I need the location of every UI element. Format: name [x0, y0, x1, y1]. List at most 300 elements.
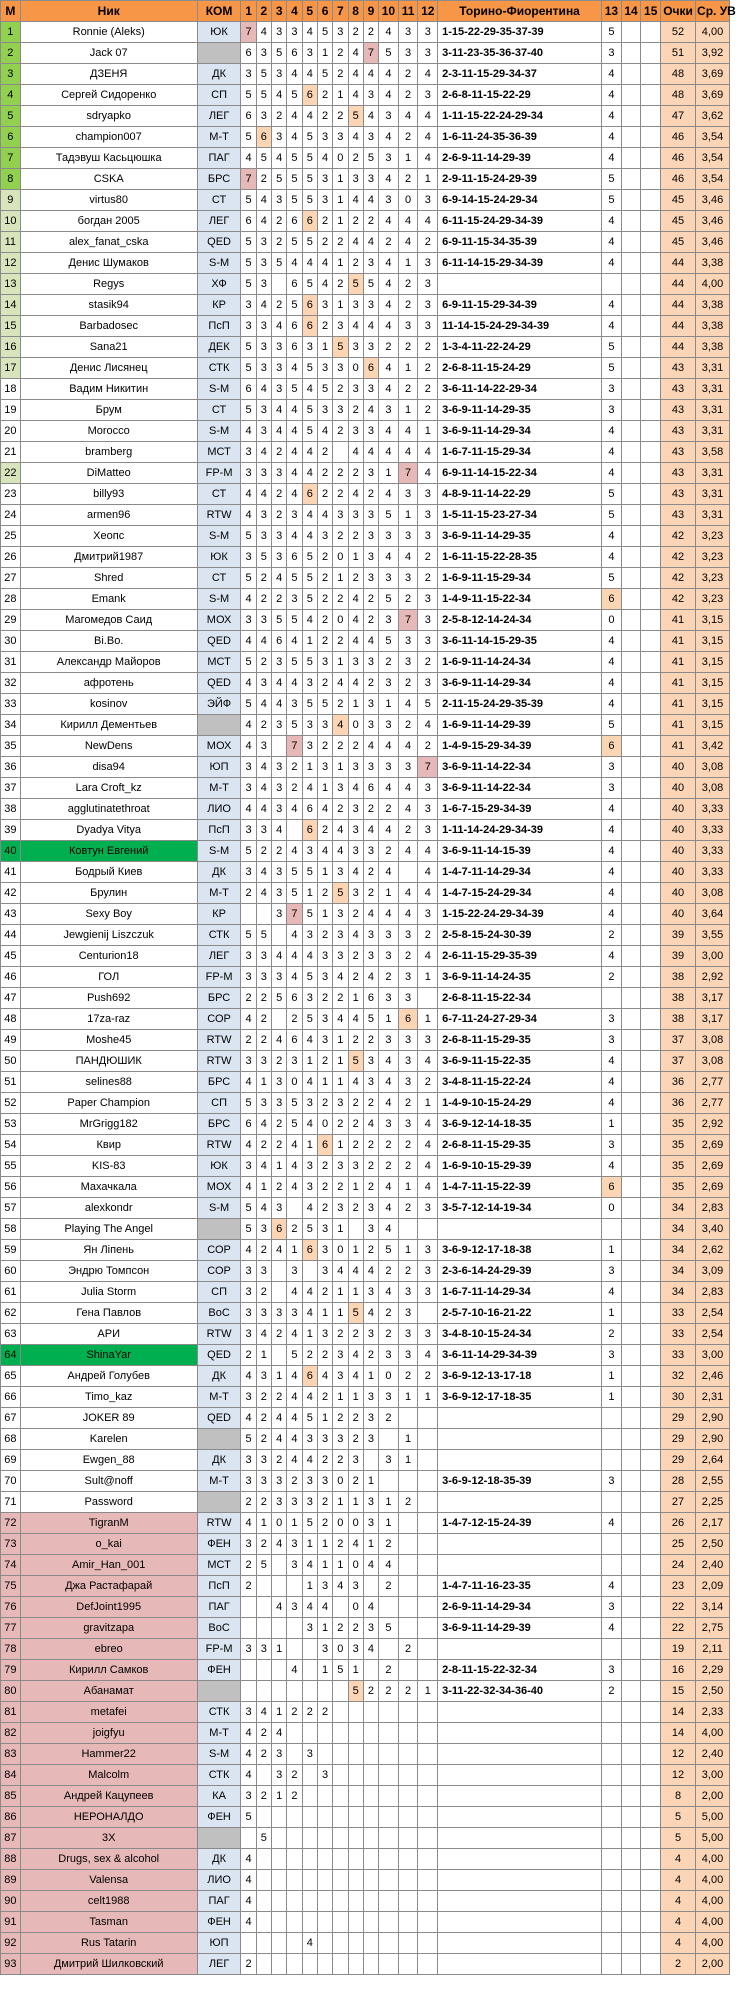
round-score: 5: [317, 379, 332, 400]
round-14-score: [621, 1177, 641, 1198]
round-score: 1: [333, 1555, 348, 1576]
table-row: [1, 1471, 730, 1492]
round-score: [302, 1891, 317, 1912]
player-nick: Андрей Кацупеев: [20, 1786, 197, 1807]
row-number: 45: [1, 946, 21, 967]
round-score: 3: [272, 190, 287, 211]
round-score: 1: [418, 1387, 438, 1408]
round-score: [333, 442, 348, 463]
round-score: [398, 1219, 418, 1240]
table-row: [1, 1114, 730, 1135]
average-score: 2,29: [696, 1660, 730, 1681]
table-row: [1, 1408, 730, 1429]
round-score: 2: [317, 106, 332, 127]
round-15-score: [641, 1030, 661, 1051]
round-score: 2: [333, 799, 348, 820]
player-team: М-Т: [197, 1387, 241, 1408]
round-score: 3: [256, 1471, 271, 1492]
round-score: 6: [241, 106, 256, 127]
average-score: 2,69: [696, 1135, 730, 1156]
table-row: [1, 631, 730, 652]
round-score: 2: [348, 1135, 363, 1156]
prediction-sequence: 2-6-8-11-15-24-29: [438, 358, 602, 379]
round-score: 4: [287, 400, 302, 421]
round-score: [272, 1933, 287, 1954]
table-row: [1, 652, 730, 673]
round-15-score: [641, 421, 661, 442]
row-number: 10: [1, 211, 21, 232]
round-score: [398, 1597, 418, 1618]
round-score: [287, 1891, 302, 1912]
average-score: 3,00: [696, 946, 730, 967]
round-score: 4: [272, 316, 287, 337]
round-score: 6: [256, 127, 271, 148]
round-score: 3: [348, 1639, 363, 1660]
round-score: 4: [333, 1009, 348, 1030]
round-14-score: [621, 946, 641, 967]
round-score: [418, 1786, 438, 1807]
round-score: 4: [379, 421, 399, 442]
round-score: 2: [398, 64, 418, 85]
round-score: 2: [363, 1345, 378, 1366]
row-number: 19: [1, 400, 21, 421]
prediction-sequence: 4-8-9-11-14-22-29: [438, 484, 602, 505]
player-team: СП: [197, 85, 241, 106]
round-13-score: 4: [602, 820, 622, 841]
round-score: 1: [317, 1618, 332, 1639]
round-score: 4: [302, 1387, 317, 1408]
player-team: [197, 1828, 241, 1849]
round-score: 4: [256, 1114, 271, 1135]
header-round-3: 3: [272, 1, 287, 22]
round-score: [398, 1576, 418, 1597]
round-score: 1: [398, 148, 418, 169]
round-14-score: [621, 505, 641, 526]
average-score: 3,38: [696, 295, 730, 316]
round-score: 4: [348, 1261, 363, 1282]
round-score: 6: [272, 631, 287, 652]
round-score: 1: [302, 1051, 317, 1072]
round-score: 1: [317, 1303, 332, 1324]
player-team: FP-М: [197, 463, 241, 484]
total-points: 29: [661, 1408, 696, 1429]
round-score: [272, 1849, 287, 1870]
round-score: 4: [398, 799, 418, 820]
round-13-score: [602, 274, 622, 295]
prediction-sequence: 1-4-9-10-15-24-29: [438, 1093, 602, 1114]
player-nick: KIS-83: [20, 1156, 197, 1177]
player-nick: alex_fanat_cska: [20, 232, 197, 253]
round-score: 6: [302, 799, 317, 820]
round-score: 2: [398, 1681, 418, 1702]
round-score: 5: [241, 694, 256, 715]
round-score: 2: [379, 1261, 399, 1282]
round-score: 4: [418, 211, 438, 232]
table-row: [1, 799, 730, 820]
player-team: МОХ: [197, 736, 241, 757]
total-points: 46: [661, 148, 696, 169]
average-score: 2,77: [696, 1093, 730, 1114]
round-score: 2: [363, 484, 378, 505]
round-score: 3: [241, 1786, 256, 1807]
round-score: 3: [302, 337, 317, 358]
round-14-score: [621, 484, 641, 505]
round-score: 4: [272, 1534, 287, 1555]
round-15-score: [641, 778, 661, 799]
round-score: 1: [302, 1534, 317, 1555]
round-15-score: [641, 1366, 661, 1387]
prediction-sequence: 3-11-22-32-34-36-40: [438, 1681, 602, 1702]
round-score: 4: [241, 1912, 256, 1933]
round-15-score: [641, 1618, 661, 1639]
player-team: ПсП: [197, 1576, 241, 1597]
round-score: 3: [333, 925, 348, 946]
table-row: [1, 211, 730, 232]
round-score: [256, 1849, 271, 1870]
round-15-score: [641, 190, 661, 211]
round-15-score: [641, 463, 661, 484]
player-team: ФЕН: [197, 1534, 241, 1555]
prediction-sequence: 1-4-7-11-15-22-39: [438, 1177, 602, 1198]
player-team: СТК: [197, 358, 241, 379]
round-score: [333, 1786, 348, 1807]
round-14-score: [621, 967, 641, 988]
round-score: 1: [379, 463, 399, 484]
round-score: 3: [418, 904, 438, 925]
total-points: 43: [661, 421, 696, 442]
player-nick: Amir_Han_001: [20, 1555, 197, 1576]
round-score: 3: [256, 1051, 271, 1072]
round-score: 5: [302, 400, 317, 421]
row-number: 53: [1, 1114, 21, 1135]
round-15-score: [641, 1009, 661, 1030]
round-score: 3: [348, 421, 363, 442]
prediction-sequence: [438, 274, 602, 295]
round-score: 2: [272, 295, 287, 316]
round-score: 4: [317, 1366, 332, 1387]
row-number: 20: [1, 421, 21, 442]
round-14-score: [621, 820, 641, 841]
round-score: [348, 1765, 363, 1786]
round-score: 4: [418, 127, 438, 148]
total-points: 38: [661, 988, 696, 1009]
total-points: 35: [661, 1135, 696, 1156]
prediction-sequence: [438, 1933, 602, 1954]
round-score: 4: [379, 316, 399, 337]
round-score: 2: [363, 799, 378, 820]
round-score: 5: [272, 988, 287, 1009]
round-score: [418, 1303, 438, 1324]
round-score: [418, 1513, 438, 1534]
round-score: 3: [241, 1450, 256, 1471]
total-points: 25: [661, 1534, 696, 1555]
round-score: 3: [272, 1492, 287, 1513]
round-score: [272, 1282, 287, 1303]
round-score: 3: [241, 1387, 256, 1408]
round-score: 0: [317, 1114, 332, 1135]
table-row: [1, 85, 730, 106]
average-score: 2,00: [696, 1954, 730, 1975]
table-row: [1, 1345, 730, 1366]
round-score: 4: [302, 946, 317, 967]
row-number: 31: [1, 652, 21, 673]
round-13-score: [602, 1765, 622, 1786]
table-row: [1, 1282, 730, 1303]
round-15-score: [641, 1471, 661, 1492]
round-score: 3: [317, 526, 332, 547]
round-score: 0: [348, 1597, 363, 1618]
prediction-sequence: [438, 1828, 602, 1849]
player-team: СП: [197, 1282, 241, 1303]
round-13-score: 4: [602, 904, 622, 925]
round-score: 2: [333, 274, 348, 295]
round-score: 5: [348, 1051, 363, 1072]
player-team: БРС: [197, 988, 241, 1009]
round-score: 6: [287, 274, 302, 295]
round-score: 6: [302, 1240, 317, 1261]
round-score: 5: [333, 883, 348, 904]
round-13-score: 6: [602, 589, 622, 610]
round-score: 3: [398, 526, 418, 547]
average-score: 3,38: [696, 337, 730, 358]
round-score: 5: [302, 1009, 317, 1030]
round-score: 3: [317, 1471, 332, 1492]
total-points: 42: [661, 526, 696, 547]
round-score: [256, 1597, 271, 1618]
round-score: 3: [333, 400, 348, 421]
total-points: 43: [661, 442, 696, 463]
player-nick: Barbadosec: [20, 316, 197, 337]
round-score: 7: [363, 43, 378, 64]
round-score: 2: [333, 106, 348, 127]
round-score: 2: [348, 946, 363, 967]
round-score: 4: [272, 1030, 287, 1051]
player-team: СОР: [197, 1009, 241, 1030]
round-score: 1: [317, 43, 332, 64]
round-score: [241, 1933, 256, 1954]
prediction-sequence: 11-14-15-24-29-34-39: [438, 316, 602, 337]
player-nick: Valensa: [20, 1870, 197, 1891]
header-round-11: 11: [398, 1, 418, 22]
round-score: 2: [317, 547, 332, 568]
total-points: 39: [661, 946, 696, 967]
round-score: 2: [418, 337, 438, 358]
round-score: 5: [241, 1198, 256, 1219]
round-score: [317, 1849, 332, 1870]
round-score: [333, 1702, 348, 1723]
total-points: 46: [661, 169, 696, 190]
round-score: 2: [272, 505, 287, 526]
round-score: 3: [272, 547, 287, 568]
round-score: [398, 1555, 418, 1576]
round-score: [272, 925, 287, 946]
round-15-score: [641, 1807, 661, 1828]
table-row: [1, 862, 730, 883]
round-score: [398, 1513, 418, 1534]
round-13-score: 0: [602, 1198, 622, 1219]
round-15-score: [641, 799, 661, 820]
round-score: [287, 1576, 302, 1597]
round-score: 3: [379, 190, 399, 211]
round-13-score: 4: [602, 1576, 622, 1597]
round-score: 2: [333, 589, 348, 610]
round-15-score: [641, 547, 661, 568]
round-score: 5: [287, 1114, 302, 1135]
round-score: [241, 904, 256, 925]
round-score: [272, 1618, 287, 1639]
total-points: 29: [661, 1450, 696, 1471]
player-nick: Lara Croft_kz: [20, 778, 197, 799]
round-score: 3: [418, 1030, 438, 1051]
header-avg: Ср. УВ: [696, 1, 730, 22]
round-score: 6: [241, 1114, 256, 1135]
round-score: 3: [363, 841, 378, 862]
round-score: 5: [272, 253, 287, 274]
round-score: 3: [317, 1030, 332, 1051]
header-round-15: 15: [641, 1, 661, 22]
round-score: 4: [287, 526, 302, 547]
table-row: [1, 820, 730, 841]
round-score: 2: [363, 1030, 378, 1051]
round-score: 4: [272, 148, 287, 169]
round-score: 1: [379, 1492, 399, 1513]
player-nick: Sult@noff: [20, 1471, 197, 1492]
player-nick: Bi.Bo.: [20, 631, 197, 652]
table-row: [1, 43, 730, 64]
round-15-score: [641, 988, 661, 1009]
round-score: 2: [333, 232, 348, 253]
round-score: 3: [418, 610, 438, 631]
round-score: [379, 1765, 399, 1786]
round-score: 2: [363, 1156, 378, 1177]
round-score: 4: [256, 862, 271, 883]
player-team: [197, 1429, 241, 1450]
round-15-score: [641, 862, 661, 883]
player-nick: Ewgen_88: [20, 1450, 197, 1471]
round-score: 4: [348, 589, 363, 610]
average-score: 2,62: [696, 1240, 730, 1261]
prediction-sequence: 1-15-22-29-35-37-39: [438, 22, 602, 43]
round-score: [379, 1702, 399, 1723]
round-score: 3: [302, 1093, 317, 1114]
round-15-score: [641, 400, 661, 421]
table-row: [1, 757, 730, 778]
round-score: 1: [317, 1534, 332, 1555]
round-score: [333, 1870, 348, 1891]
round-score: 3: [256, 253, 271, 274]
round-15-score: [641, 925, 661, 946]
round-15-score: [641, 1387, 661, 1408]
player-team: RTW: [197, 1051, 241, 1072]
row-number: 73: [1, 1534, 21, 1555]
player-team: ФЕН: [197, 1807, 241, 1828]
average-score: 2,69: [696, 1177, 730, 1198]
round-score: 1: [333, 1051, 348, 1072]
player-team: [197, 1681, 241, 1702]
round-13-score: 3: [602, 1009, 622, 1030]
round-score: 4: [333, 1261, 348, 1282]
round-score: 3: [333, 778, 348, 799]
round-score: 4: [348, 862, 363, 883]
player-nick: Дмитрий1987: [20, 547, 197, 568]
round-14-score: [621, 1387, 641, 1408]
round-14-score: [621, 442, 641, 463]
round-score: 4: [398, 694, 418, 715]
round-score: 2: [241, 1576, 256, 1597]
round-15-score: [641, 232, 661, 253]
round-score: 2: [317, 1450, 332, 1471]
round-14-score: [621, 1261, 641, 1282]
row-number: 6: [1, 127, 21, 148]
player-nick: 3X: [20, 1828, 197, 1849]
round-score: [287, 1954, 302, 1975]
round-15-score: [641, 1114, 661, 1135]
round-score: 2: [398, 1093, 418, 1114]
round-15-score: [641, 22, 661, 43]
round-score: 4: [302, 253, 317, 274]
round-score: 2: [317, 988, 332, 1009]
round-score: 4: [241, 715, 256, 736]
average-score: 2,54: [696, 1303, 730, 1324]
prediction-sequence: 1-6-11-24-35-36-39: [438, 127, 602, 148]
round-score: 2: [333, 1408, 348, 1429]
average-score: 2,00: [696, 1786, 730, 1807]
round-14-score: [621, 925, 641, 946]
round-13-score: [602, 1702, 622, 1723]
prediction-sequence: 2-6-8-11-15-29-35: [438, 1135, 602, 1156]
row-number: 3: [1, 64, 21, 85]
round-score: 4: [241, 484, 256, 505]
round-score: 2: [348, 1324, 363, 1345]
round-14-score: [621, 610, 641, 631]
round-score: [379, 1786, 399, 1807]
row-number: 60: [1, 1261, 21, 1282]
round-score: 3: [333, 904, 348, 925]
round-score: 2: [418, 1366, 438, 1387]
row-number: 29: [1, 610, 21, 631]
row-number: 58: [1, 1219, 21, 1240]
player-nick: Centurion18: [20, 946, 197, 967]
round-score: 4: [241, 1765, 256, 1786]
round-14-score: [621, 1555, 641, 1576]
round-score: 5: [241, 85, 256, 106]
round-score: 4: [241, 1072, 256, 1093]
round-score: 4: [287, 1408, 302, 1429]
round-score: 3: [241, 820, 256, 841]
round-score: 3: [348, 1156, 363, 1177]
round-score: 5: [241, 1093, 256, 1114]
round-score: 5: [348, 274, 363, 295]
round-score: 4: [418, 463, 438, 484]
table-row: [1, 64, 730, 85]
player-nick: Rus Tatarin: [20, 1933, 197, 1954]
round-score: 3: [333, 358, 348, 379]
total-points: 48: [661, 64, 696, 85]
round-score: 4: [398, 211, 418, 232]
round-14-score: [621, 1870, 641, 1891]
round-score: 3: [398, 1345, 418, 1366]
round-score: 3: [287, 505, 302, 526]
round-score: 3: [363, 253, 378, 274]
round-score: 1: [333, 1303, 348, 1324]
round-score: 3: [272, 1093, 287, 1114]
round-13-score: 4: [602, 526, 622, 547]
prediction-sequence: 1-4-7-11-14-29-34: [438, 862, 602, 883]
round-score: 5: [241, 253, 256, 274]
average-score: 2,83: [696, 1282, 730, 1303]
round-score: 2: [379, 232, 399, 253]
total-points: 34: [661, 1219, 696, 1240]
